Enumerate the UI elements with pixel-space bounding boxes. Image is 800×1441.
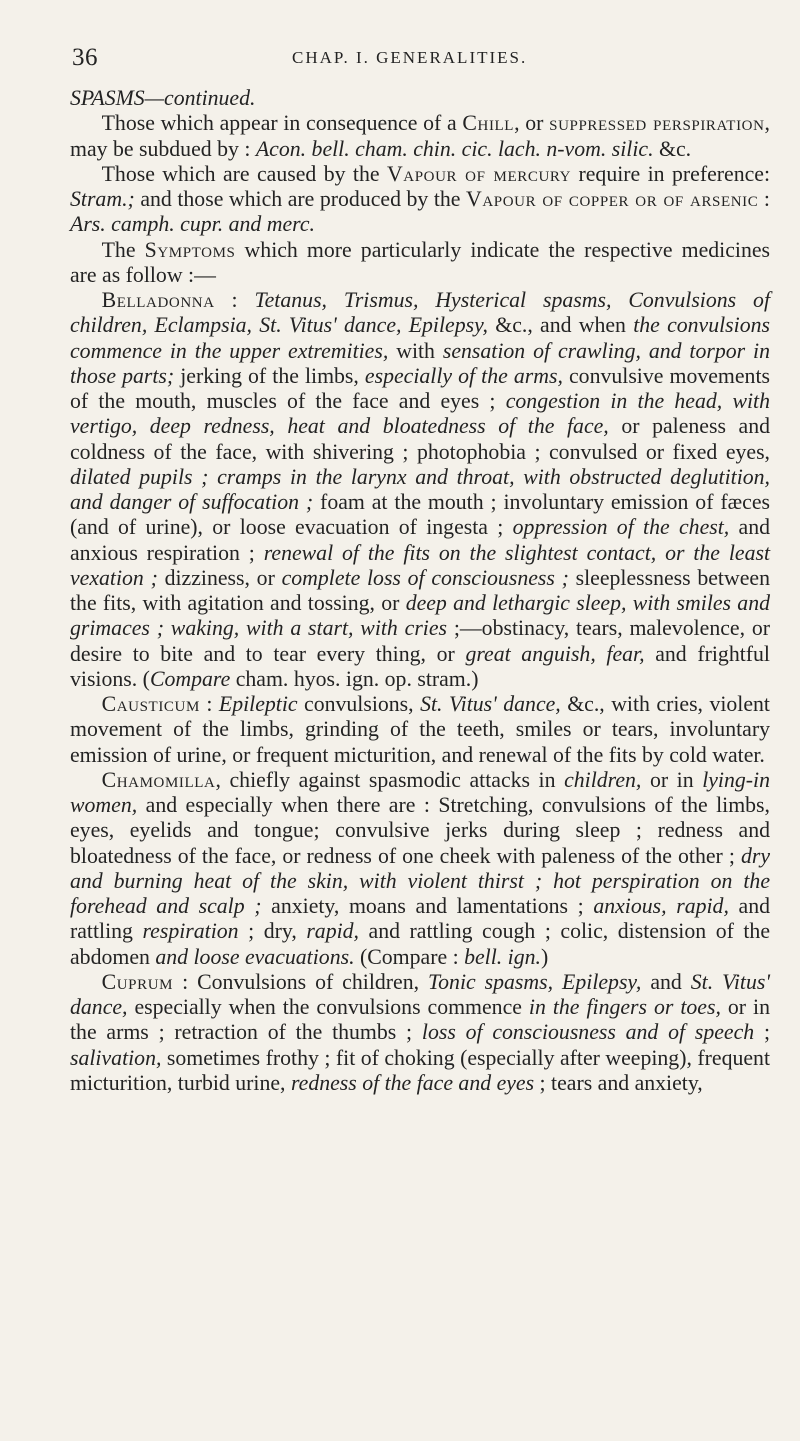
paragraph-vapour: Those which are caused by the Vapour of mercury require in preference: Stram.; and those which are produced by the Vapour of copper or of arsenic : Ars. camph. cupr. and merc.	[70, 161, 770, 237]
paragraph-causticum: Causticum : Epileptic convulsions, St. Vitus' dance, &c., with cries, violent movement of the limbs, grinding of the teeth, smiles or tears, involuntary emission of urine, or frequent micturition, and renewal of the fits by cold water.	[70, 692, 770, 767]
running-head	[72, 44, 762, 74]
page-number: 36	[72, 44, 98, 71]
paragraph-cuprum: Cuprum : Convulsions of children, Tonic spasms, Epilepsy, and St. Vitus' dance, especially when the convulsions commence in the fingers or toes, or in the arms ; retraction of the thumbs ; loss of consciousness and of speech ; salivation, sometimes frothy ; fit of choking (especially after weeping), frequent micturition, turbid urine, redness of the face and eyes ; tears and anxiety,	[70, 969, 770, 1095]
paragraph-belladonna: Belladonna : Tetanus, Trismus, Hysterical spasms, Convulsions of children, Eclampsia, St. Vitus' dance, Epilepsy, &c., and when the convulsions commence in the upper extremities, with sensation of crawling, and torpor in those parts; jerking of the limbs, especially of the arms, convulsive movements of the mouth, muscles of the face and eyes ; congestion in the head, with vertigo, deep redness, heat and bloatedness of the face, or paleness and coldness of the face, with shivering ; photophobia ; convulsed or fixed eyes, dilated pupils ; cramps in the larynx and throat, with obstructed deglutition, and danger of suffocation ; foam at the mouth ; involuntary emission of fæces (and of urine), or loose evacuation of ingesta ; oppression of the chest, and anxious respiration ; renewal of the fits on the slightest contact, or the least vexation ; dizziness, or complete loss of consciousness ; sleeplessness between the fits, with agitation and tossing, or deep and lethargic sleep, with smiles and grimaces ; waking, with a start, with cries ;—obstinacy, tears, malevolence, or desire to bite and to tear every thing, or great anguish, fear, and frightful visions. (Compare cham. hyos. ign. op. stram.)	[70, 288, 771, 691]
body-text	[70, 86, 770, 1096]
paragraph-chill: Those which appear in consequence of a Chill, or suppressed perspiration, may be subdued by : Acon. bell. cham. chin. cic. lach. n-vom. silic. &c.	[70, 111, 770, 161]
paragraph-symptoms-intro: The Symptoms which more particularly indicate the respective medicines are as follow :—	[70, 237, 770, 287]
section-title: SPASMS—continued.	[70, 86, 256, 110]
chapter-heading: CHAP. I. GENERALITIES.	[292, 48, 528, 67]
paragraph-chamomilla: Chamomilla, chiefly against spasmodic attacks in children, or in lying-in women, and especially when there are : Stretching, convulsions of the limbs, eyes, eyelids and tongue; convulsive jerks during sleep ; redness and bloatedness of the face, or redness of one cheek with paleness of the other ; dry and burning heat of the skin, with violent thirst ; hot perspiration on the forehead and scalp ; anxiety, moans and lamentations ; anxious, rapid, and rattling respiration ; dry, rapid, and rattling cough ; colic, distension of the abdomen and loose evacuations. (Compare : bell. ign.)	[70, 767, 771, 969]
